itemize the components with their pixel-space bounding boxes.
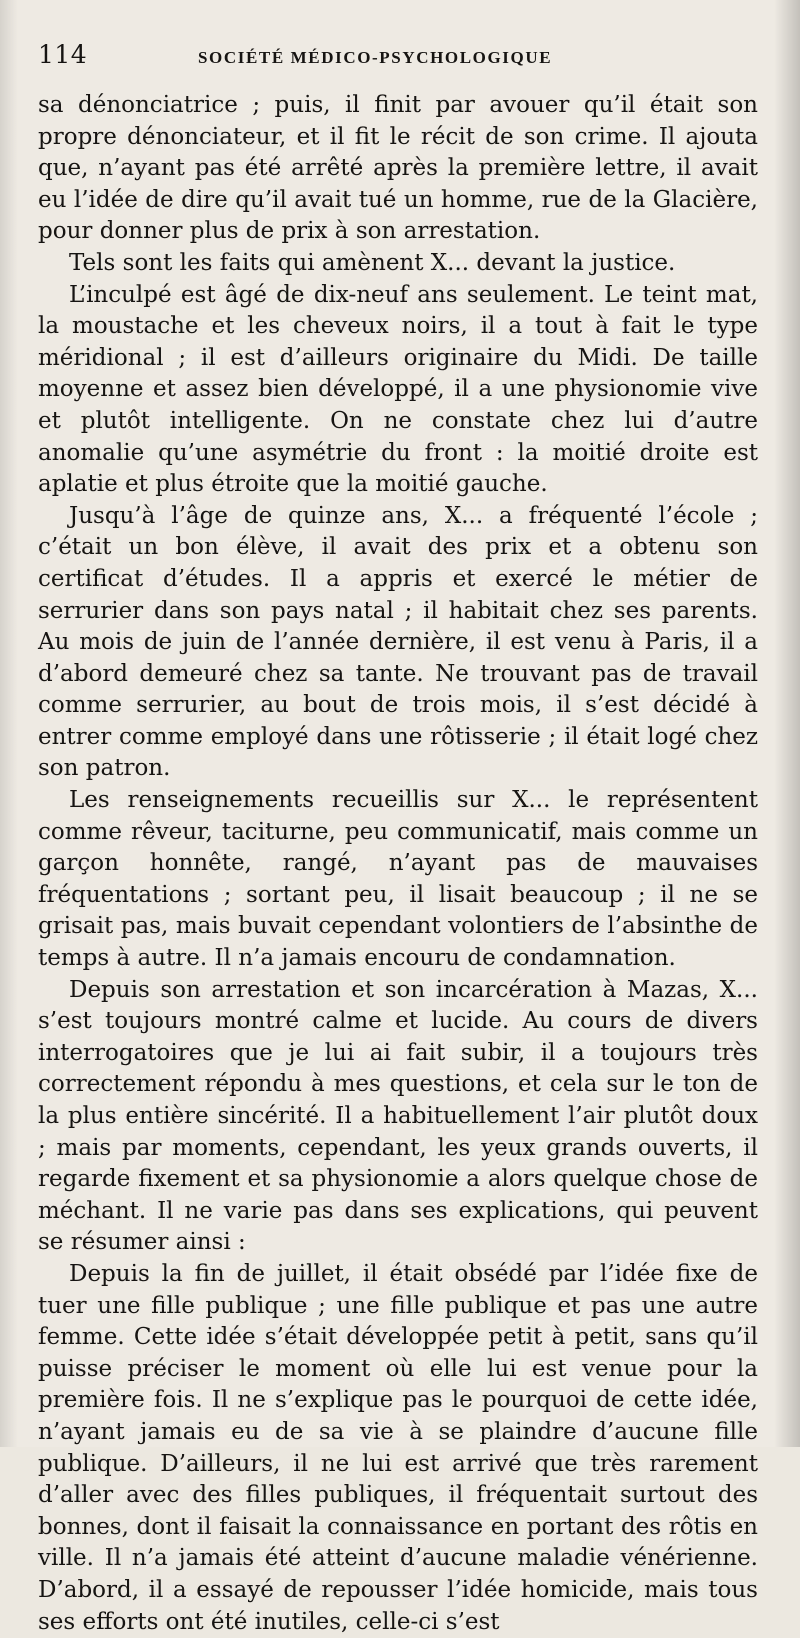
paragraph: Les renseignements recueillis sur X... le représentent comme rêveur, taciturne, peu communicatif, mais comme un garçon honnête, rangé, n’ayant pas de mauvaises fréquentations ; sortant peu, il lisait beaucoup ; il ne se grisait pas, mais buvait cependant volontiers de l’absinthe de temps à autre. Il n’a jamais encouru de condamnation. (38, 787, 758, 972)
paragraph: Jusqu’à l’âge de quinze ans, X... a fréquenté l’école ; c’était un bon élève, il avait des prix et a obtenu son certificat d’études. Il a appris et exercé le métier de serrurier dans son pays natal ; il habitait chez ses parents. Au mois de juin de l’année dernière, il est venu à Paris, il a d’abord demeuré chez sa tante. Ne trouvant pas de travail comme serrurier, au bout de trois mois, il s’est décidé à entrer comme employé dans une rôtisserie ; il était logé chez son patron. (38, 502, 758, 782)
running-head (38, 40, 758, 80)
paragraph: Depuis son arrestation et son incarcération à Mazas, X... s’est toujours montré calme et lucide. Au cours de divers interrogatoires que je lui ai fait subir, il a toujours très correctement répondu à mes questions, et cela sur le ton de la plus entière sincérité. Il a habituellement l’air plutôt doux ; mais par moments, cependant, les yeux grands ouverts, il regarde fixement et sa physionomie a alors quelque chose de méchant. Il ne varie pas dans ses explications, qui peuvent se résumer ainsi : (38, 976, 758, 1256)
body-text (38, 90, 758, 1638)
paragraph: Depuis la fin de juillet, il était obsédé par l’idée fixe de tuer une fille publique ; une fille publique et pas une autre femme. Cette idée s’était développée petit à petit, sans qu’il puisse préciser le moment où elle lui est venue pour la première fois. Il ne s’explique pas le pourquoi de cette idée, n’ayant jamais eu de sa vie à se plaindre d’aucune fille publique. D’ailleurs, il ne lui est arrivé que très rarement d’aller avec des filles publiques, il fréquentait surtout des bonnes, dont il faisait la connaissance en portant des rôtis en ville. Il n’a jamais été atteint d’aucune maladie vénérienne. D’abord, il a essayé de repousser l’idée homicide, mais tous ses efforts ont été inutiles, celle-ci s’est (38, 1260, 758, 1635)
paragraph: L’inculpé est âgé de dix-neuf ans seulement. Le teint mat, la moustache et les cheveux noirs, il a tout à fait le type méridional ; il est d’ailleurs originaire du Midi. De taille moyenne et assez bien développé, il a une physionomie vive et plutôt intelligente. On ne constate chez lui d’autre anomalie qu’une asymétrie du front : la moitié droite est aplatie et plus étroite que la moitié gauche. (38, 281, 758, 498)
page-number: 114 (38, 40, 88, 69)
paragraph: Tels sont les faits qui amènent X... devant la justice. (69, 249, 676, 276)
paragraph-continuation: sa dénonciatrice ; puis, il finit par avouer qu’il était son propre dénonciateur, et il fit le récit de son crime. Il ajouta que, n’ayant pas été arrêté après la première lettre, il avait eu l’idée de dire qu’il avait tué un homme, rue de la Glacière, pour donner plus de prix à son arrestation. (38, 92, 758, 245)
running-title: SOCIÉTÉ MÉDICO-PSYCHOLOGIQUE (198, 48, 553, 67)
